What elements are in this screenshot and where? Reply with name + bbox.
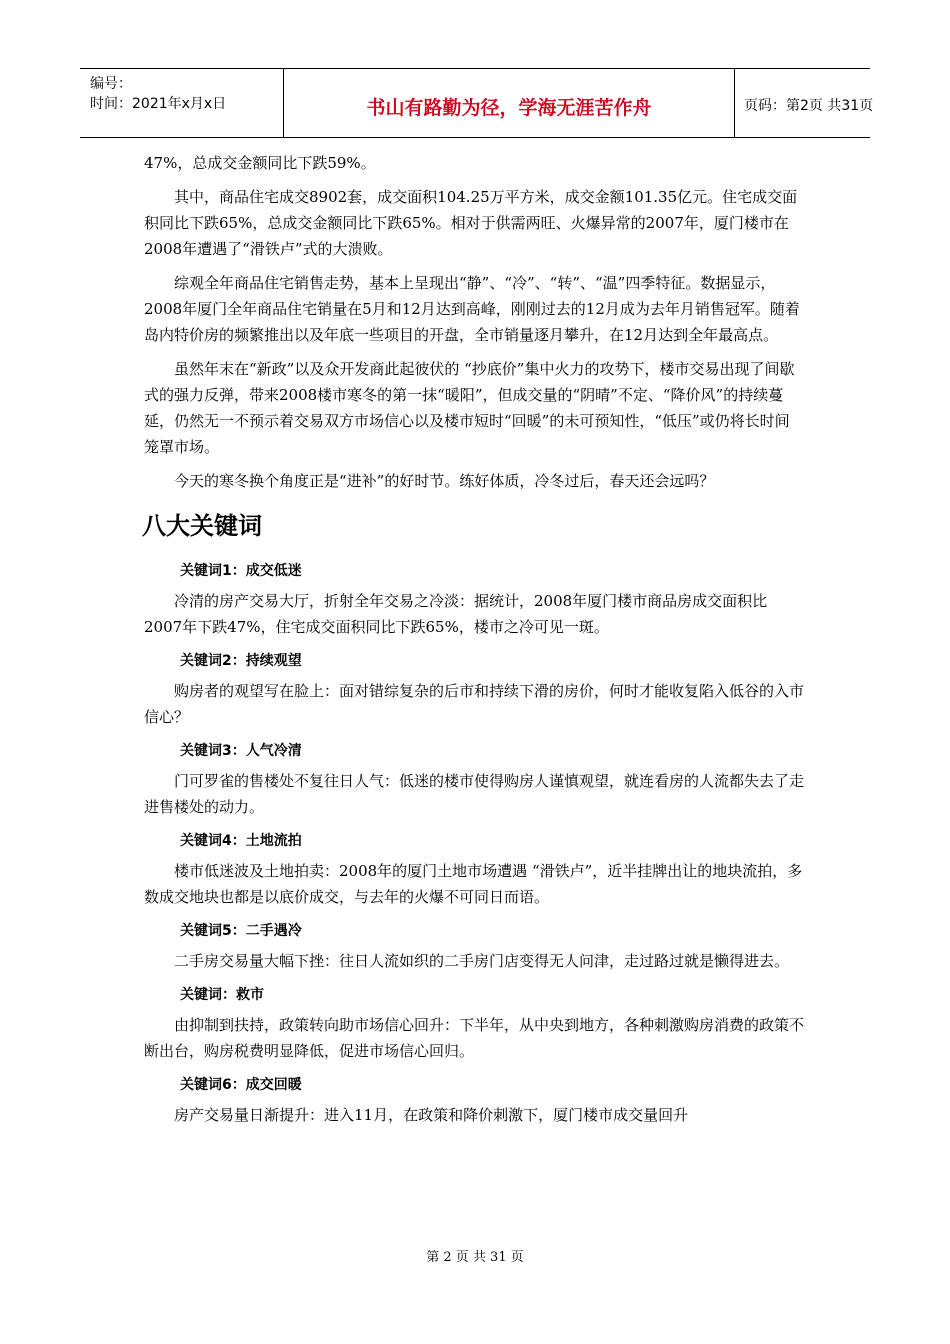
paragraph: 今天的寒冬换个角度正是“进补”的好时节。练好体质，冷冬过后，春天还会远吗？	[174, 472, 715, 490]
keyword-paragraph: 房产交易量日渐提升：进入11月，在政策和降价刺激下，厦门楼市成交量回升	[174, 1106, 689, 1124]
page-header	[80, 68, 874, 138]
document-body	[144, 150, 804, 1136]
keyword-heading: 关键词3：人气冷清	[180, 743, 302, 759]
page-footer: 第 2 页 共 31 页	[426, 1250, 524, 1265]
keyword-heading: 关键词4：土地流拍	[180, 833, 302, 849]
keyword-paragraph: 购房者的观望写在脸上：面对错综复杂的后市和持续下滑的房价，何时才能收复陷入低谷的入市信心？	[144, 682, 805, 726]
header-page-cell	[734, 69, 874, 137]
paragraph: 47%，总成交金额同比下跌59%。	[144, 154, 376, 172]
keyword-heading: 关键词：救市	[180, 987, 264, 1003]
paragraph: 综观全年商品住宅销售走势，基本上呈现出“静”、“冷”、“转”、“温”四季特征。数据显示，2008年厦门全年商品住宅销量在5月和12月达到高峰，刚刚过去的12月成为去年月销售冠军。随着岛内特价房的频繁推出以及年底一些项目的开盘，全市销量逐月攀升，在12月达到全年最高点。	[144, 274, 800, 344]
page-code: 页码：第2页 共31页	[744, 98, 874, 114]
keyword-heading: 关键词5：二手遇冷	[180, 923, 302, 939]
keyword-heading: 关键词6：成交回暖	[180, 1077, 302, 1093]
paragraph: 其中，商品住宅成交8902套，成交面积104.25万平方米，成交金额101.35亿元。住宅成交面积同比下跌65%，总成交金额同比下跌65%。相对于供需两旺、火爆异常的2007年，厦门楼市在2008年遭遇了“滑铁卢”式的大溃败。	[144, 188, 798, 258]
time-label: 时间：2021年x月x日	[90, 96, 227, 112]
keyword-heading: 关键词1：成交低迷	[180, 563, 302, 579]
keyword-heading: 关键词2：持续观望	[180, 653, 302, 669]
keyword-paragraph: 楼市低迷波及土地拍卖：2008年的厦门土地市场遭遇 “滑铁卢”，近半挂牌出让的地块流拍，多数成交地块也都是以底价成交，与去年的火爆不可同日而语。	[144, 862, 803, 906]
section-heading: 八大关键词	[142, 512, 262, 540]
keyword-paragraph: 由抑制到扶持，政策转向助市场信心回升：下半年，从中央到地方，各种刺激购房消费的政策不断出台，购房税费明显降低，促进市场信心回归。	[144, 1016, 805, 1060]
header-motto-cell	[283, 69, 735, 137]
keyword-paragraph: 冷清的房产交易大厅，折射全年交易之冷淡：据统计，2008年厦门楼市商品房成交面积比2007年下跌47%，住宅成交面积同比下跌65%，楼市之冷可见一斑。	[144, 592, 768, 636]
keyword-paragraph: 二手房交易量大幅下挫：往日人流如织的二手房门店变得无人问津，走过路过就是懒得进去。	[174, 952, 790, 970]
number-label: 编号：	[90, 76, 132, 92]
header-motto: 书山有路勤为径，学海无涯苦作舟	[366, 97, 652, 119]
keyword-paragraph: 门可罗雀的售楼处不复往日人气：低迷的楼市使得购房人谨慎观望，就连看房的人流都失去了走进售楼处的动力。	[144, 772, 805, 816]
paragraph: 虽然年末在“新政”以及众开发商此起彼伏的 “抄底价”集中火力的攻势下，楼市交易出现了间歇式的强力反弹，带来2008楼市寒冬的第一抹“暖阳”，但成交量的“阴晴”不定、“降价风”的持续蔓延，仍然无一不预示着交易双方市场信心以及楼市短时“回暖”的未可预知性，“低压”或仍将长时间笼罩市场。	[144, 360, 795, 456]
header-meta	[80, 69, 283, 137]
